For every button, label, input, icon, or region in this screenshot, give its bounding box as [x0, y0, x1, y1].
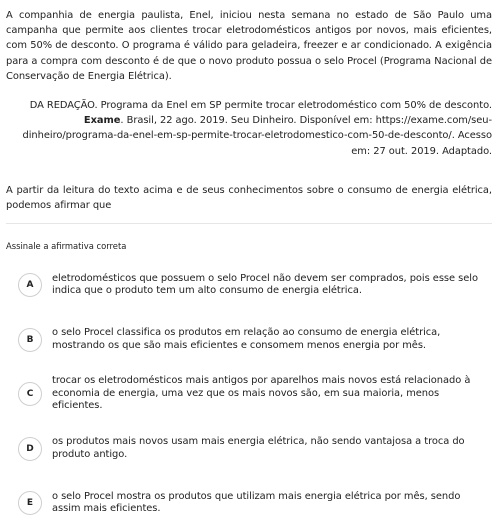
option-letter-badge[interactable]: E — [18, 491, 42, 515]
instruction-label: Assinale a afirmativa correta — [6, 241, 127, 252]
citation-suffix: . Brasil, 22 ago. 2019. Seu Dinheiro. Disponível em: https://exame.com/seu-dinheiro/programa-da-enel-em-sp-permite-trocar-eletrodomestico-com-50-de-desconto/. Acesso em: 27 out. 2019. Adaptado. — [22, 115, 492, 157]
citation — [6, 98, 492, 159]
option-text[interactable]: os produtos mais novos usam mais energia elétrica, não sendo vantajosa a troca do produto antigo. — [52, 436, 465, 460]
option-b[interactable] — [6, 317, 492, 363]
passage-text: A companhia de energia paulista, Enel, iniciou nesta semana no estado de São Paulo uma campanha que permite aos clientes trocar eletrodomésticos antigos por novos, mais eficientes, com 50% de desconto. O programa é válido para geladeira, freezer e ar condicionado. A exigência para a compra com desconto é de que o novo produto possua o selo Procel (Programa Nacional de Conservação de Energia Elétrica). — [6, 10, 492, 82]
option-a[interactable] — [6, 262, 492, 308]
citation-source: Exame — [83, 115, 121, 127]
option-text[interactable]: trocar os eletrodomésticos mais antigos por aparelhos mais novos está relacionado à economia de energia, uma vez que os mais novos são, em sua maioria, menos eficientes. — [52, 375, 471, 412]
option-c[interactable] — [6, 371, 492, 417]
option-letter-badge[interactable]: D — [18, 437, 42, 461]
option-text[interactable]: o selo Procel classifica os produtos em relação ao consumo de energia elétrica, mostrando os que são mais eficientes e consomem menos energia por mês. — [52, 327, 441, 351]
question-text: A partir da leitura do texto acima e de seus conhecimentos sobre o consumo de energia elétrica, podemos afirmar que — [6, 184, 492, 212]
option-text[interactable]: o selo Procel mostra os produtos que utilizam mais energia elétrica por mês, sendo assim mais eficientes. — [52, 490, 461, 515]
option-letter-badge[interactable]: A — [18, 273, 42, 297]
option-letter-badge[interactable]: C — [18, 382, 42, 406]
option-d[interactable] — [6, 426, 492, 472]
option-e[interactable] — [6, 480, 492, 526]
answer-options — [6, 262, 492, 526]
option-text[interactable]: eletrodomésticos que possuem o selo Procel não devem ser comprados, pois esse selo indica que o produto tem um alto consumo de energia elétrica. — [52, 272, 478, 297]
option-letter-badge[interactable]: B — [18, 328, 42, 352]
divider — [6, 223, 492, 224]
citation-prefix: DA REDAÇÃO. Programa da Enel em SP permite trocar eletrodoméstico com 50% de desconto. — [29, 100, 492, 112]
